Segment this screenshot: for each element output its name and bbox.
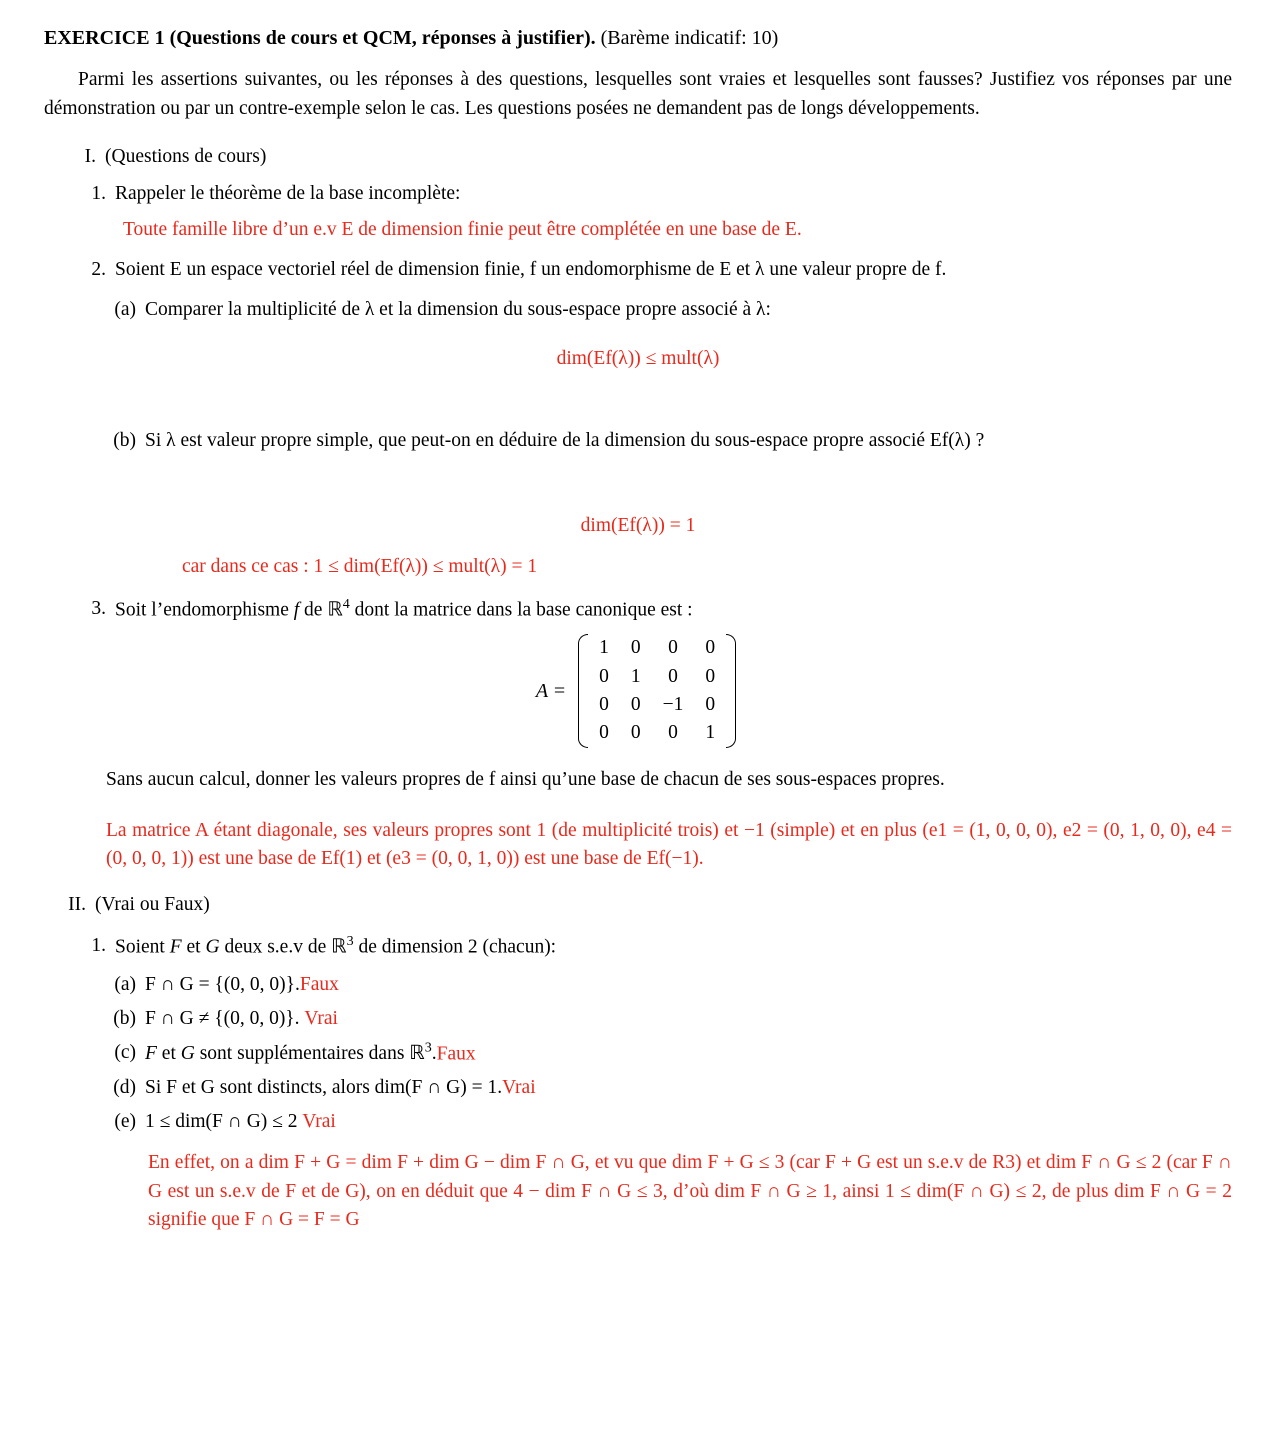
section-I-marker: I. bbox=[84, 145, 96, 167]
matrix-cell: 0 bbox=[630, 637, 641, 659]
choice-b-text: F ∩ G ≠ {(0, 0, 0)}. bbox=[145, 1008, 300, 1030]
matrix-cell: 1 bbox=[705, 722, 716, 744]
question-I-2-a-text: Comparer la multiplicité de λ et la dimension du sous-espace propre associé à λ: bbox=[145, 298, 771, 320]
formula-I-2-a: dim(Ef(λ)) ≤ mult(λ) bbox=[556, 348, 720, 370]
table-row bbox=[588, 634, 726, 662]
question-I-3 bbox=[44, 595, 1232, 624]
answer-I-3: La matrice A étant diagonale, ses valeurs propres sont 1 (de multiplicité trois) et −1 (simple) et en plus (e1 = (1, 0, 0, 0), e2 = (0, 1, 0, 0), e4 = (0, 0, 0, 1)) est une base de Ef(1) et (e3 = (0, 0, 1, 0)) est une base de Ef(−1). bbox=[106, 820, 1232, 869]
choice-e-text: 1 ≤ dim(F ∩ G) ≤ 2 bbox=[145, 1110, 298, 1132]
choice-e-marker: (e) bbox=[114, 1110, 136, 1132]
choice-c-text: F et G sont supplémentaires dans ℝ$^3$. bbox=[145, 1039, 437, 1065]
matrix-cell: 0 bbox=[599, 693, 609, 715]
table-row bbox=[588, 663, 726, 691]
exercise-title-bold: EXERCICE 1 (Questions de cours et QCM, réponses à justifier). bbox=[44, 27, 596, 49]
question-I-2 bbox=[44, 256, 1232, 284]
choice-a bbox=[44, 971, 1232, 999]
matrix-cell: 0 bbox=[668, 722, 678, 744]
matrix-cell: 1 bbox=[599, 637, 609, 659]
question-I-3-text: Soit l’endomorphisme f de ℝ$^4$ dont la matrice dans la base canonique est : bbox=[115, 596, 693, 621]
matrix-cell: 0 bbox=[705, 665, 716, 687]
matrix-cell: 0 bbox=[630, 693, 641, 715]
section-II-label: (Vrai ou Faux) bbox=[95, 893, 210, 915]
matrix-cell: 1 bbox=[630, 665, 641, 687]
question-I-2-b-marker: (b) bbox=[113, 430, 136, 452]
reason-I-2-b: car dans ce cas : 1 ≤ dim(Ef(λ)) ≤ mult(λ) = 1 bbox=[182, 556, 538, 578]
matrix-A-lhs: A = bbox=[535, 679, 567, 702]
section-II-heading bbox=[34, 891, 1232, 919]
choice-c bbox=[44, 1039, 1232, 1068]
spacer-before-formula-b bbox=[44, 464, 1232, 490]
question-I-1 bbox=[44, 180, 1232, 244]
table-row bbox=[588, 691, 726, 719]
question-I-2-a bbox=[44, 296, 1232, 324]
question-II-1-marker: 1. bbox=[91, 935, 106, 957]
choice-d-marker: (d) bbox=[113, 1077, 136, 1099]
exercise-title bbox=[44, 24, 1232, 52]
matrix-cell: 0 bbox=[668, 665, 678, 687]
intro-paragraph: Parmi les assertions suivantes, ou les réponses à des questions, lesquelles sont vraies et lesquelles sont fausses? Justifiez vos réponses par une démonstration ou par un contre-exemple selon le cas. Les questions posées ne demandent pas de longs développements. bbox=[44, 69, 1232, 119]
matrix-left-paren bbox=[574, 634, 588, 747]
section-I-heading bbox=[44, 143, 1232, 171]
formula-I-2-b: dim(Ef(λ)) = 1 bbox=[580, 514, 696, 536]
question-I-2-b bbox=[44, 427, 1232, 455]
choice-d-text: Si F et G sont distincts, alors dim(F ∩ G) = 1. bbox=[145, 1077, 503, 1099]
question-I-3-marker: 3. bbox=[91, 598, 106, 620]
question-I-1-marker: 1. bbox=[91, 182, 106, 204]
matrix-cell: 0 bbox=[599, 722, 609, 744]
spacer-after-formula-a bbox=[44, 387, 1232, 427]
choice-a-verdict: Faux bbox=[299, 974, 339, 996]
question-I-2-text: Soient E un espace vectoriel réel de dimension finie, f un endomorphisme de E et λ une valeur propre de f. bbox=[115, 258, 947, 280]
question-I-1-text: Rappeler le théorème de la base incomplète: bbox=[115, 182, 461, 204]
section-I-label: (Questions de cours) bbox=[105, 145, 267, 167]
matrix-cell: −1 bbox=[662, 693, 684, 715]
question-I-2-a-marker: (a) bbox=[114, 298, 136, 320]
vrai-faux-list bbox=[44, 971, 1232, 1135]
choice-d-verdict: Vrai bbox=[502, 1077, 536, 1099]
matrix-A-table bbox=[588, 634, 726, 747]
matrix-cell: 0 bbox=[668, 637, 678, 659]
matrix-cell: 0 bbox=[705, 637, 716, 659]
choice-c-verdict: Faux bbox=[436, 1043, 476, 1065]
question-II-1 bbox=[44, 932, 1232, 961]
matrix-cell: 0 bbox=[599, 665, 609, 687]
choice-d bbox=[44, 1074, 1232, 1102]
choice-b-verdict: Vrai bbox=[304, 1008, 338, 1030]
choice-e bbox=[44, 1108, 1232, 1136]
matrix-cell: 0 bbox=[705, 693, 716, 715]
section-II-marker: II. bbox=[68, 893, 86, 915]
question-I-3-followup: Sans aucun calcul, donner les valeurs propres de f ainsi qu’une base de chacun de ses sous-espaces propres. bbox=[106, 768, 945, 790]
choice-e-verdict: Vrai bbox=[302, 1110, 336, 1132]
answer-I-1: Toute famille libre d’un e.v E de dimension finie peut être complétée en une base de E. bbox=[123, 219, 802, 241]
matrix-cell: 0 bbox=[630, 722, 641, 744]
question-II-1-text: Soient F et G deux s.e.v de ℝ$^3$ de dimension 2 (chacun): bbox=[115, 933, 557, 958]
question-I-2-marker: 2. bbox=[91, 258, 106, 280]
matrix-A bbox=[44, 634, 1232, 747]
choice-b bbox=[44, 1005, 1232, 1033]
choice-a-marker: (a) bbox=[114, 974, 136, 996]
choice-c-marker: (c) bbox=[114, 1041, 136, 1063]
table-row bbox=[588, 719, 726, 747]
choice-a-text: F ∩ G = {(0, 0, 0)}. bbox=[145, 974, 300, 996]
choice-b-marker: (b) bbox=[113, 1008, 136, 1030]
question-I-2-b-text: Si λ est valeur propre simple, que peut-on en déduire de la dimension du sous-espace propre associé Ef(λ) ? bbox=[145, 430, 985, 452]
explanation-II-1: En effet, on a dim F + G = dim F + dim G − dim F ∩ G, et vu que dim F + G ≤ 3 (car F + G est un s.e.v de R3) et dim F ∩ G ≤ 2 (car F ∩ G est un s.e.v de F et de G), on en déduit que 4 − dim F ∩ G ≤ 3, d’où dim F ∩ G ≥ 1, ainsi 1 ≤ dim(F ∩ G) ≤ 2, de plus dim F ∩ G = 2 signifie que F ∩ G = F = G bbox=[148, 1152, 1232, 1230]
exercise-title-scale: (Barème indicatif: 10) bbox=[600, 27, 779, 49]
matrix-right-paren bbox=[726, 634, 740, 747]
